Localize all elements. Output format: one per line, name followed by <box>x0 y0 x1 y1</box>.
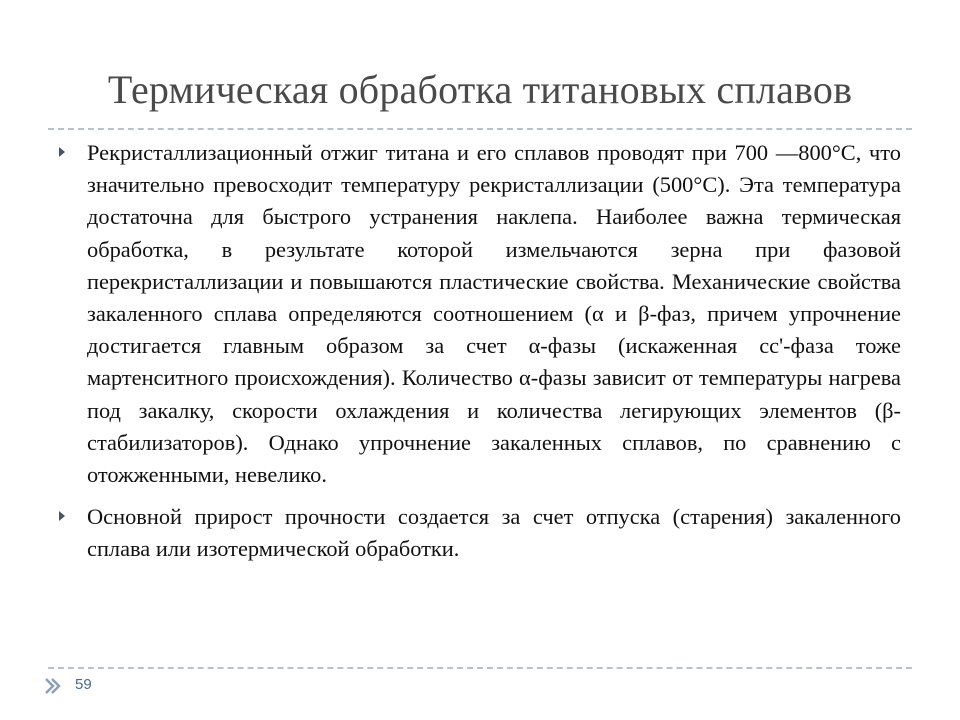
slide-title: Термическая обработка титановых сплавов <box>107 67 853 112</box>
page-number: 59 <box>75 676 92 693</box>
triangle-right-icon <box>59 511 65 521</box>
bullet-item <box>56 501 901 565</box>
double-chevron-right-icon <box>44 677 62 695</box>
bullet-text: Основной прирост прочности создается за счет отпуска (старения) закаленного сплава или изотермической обработки. <box>87 504 901 562</box>
triangle-right-icon <box>59 147 65 157</box>
bullet-text: Рекристаллизационный отжиг титана и его сплавов проводят при 700 —800°С, что значительно превосходит температуру рекристаллизации (500°С). Эта температура достаточна для быстрого устранения наклепа. Наиболее важна термическая обработка, в результате которой измельчаются зерна при фазовой перекристаллизации и повышаются пластические свойства. Механические свойства закаленного сплава определяются соотношением (α и β-фаз, причем упрочнение достигается главным образом за счет α-фазы (искаженная сс'-фаза тоже мартенситного происхождения). Количество α-фазы зависит от температуры нагрева под закалку, скорости охлаждения и количества легирующих элементов (β-стабилизаторов). Однако упрочнение закаленных сплавов, по сравнению с отожженными, невелико. <box>87 140 901 488</box>
slide-body <box>56 137 901 576</box>
bullet-item <box>56 137 901 491</box>
title-divider <box>48 128 912 130</box>
footer-divider <box>48 667 912 669</box>
